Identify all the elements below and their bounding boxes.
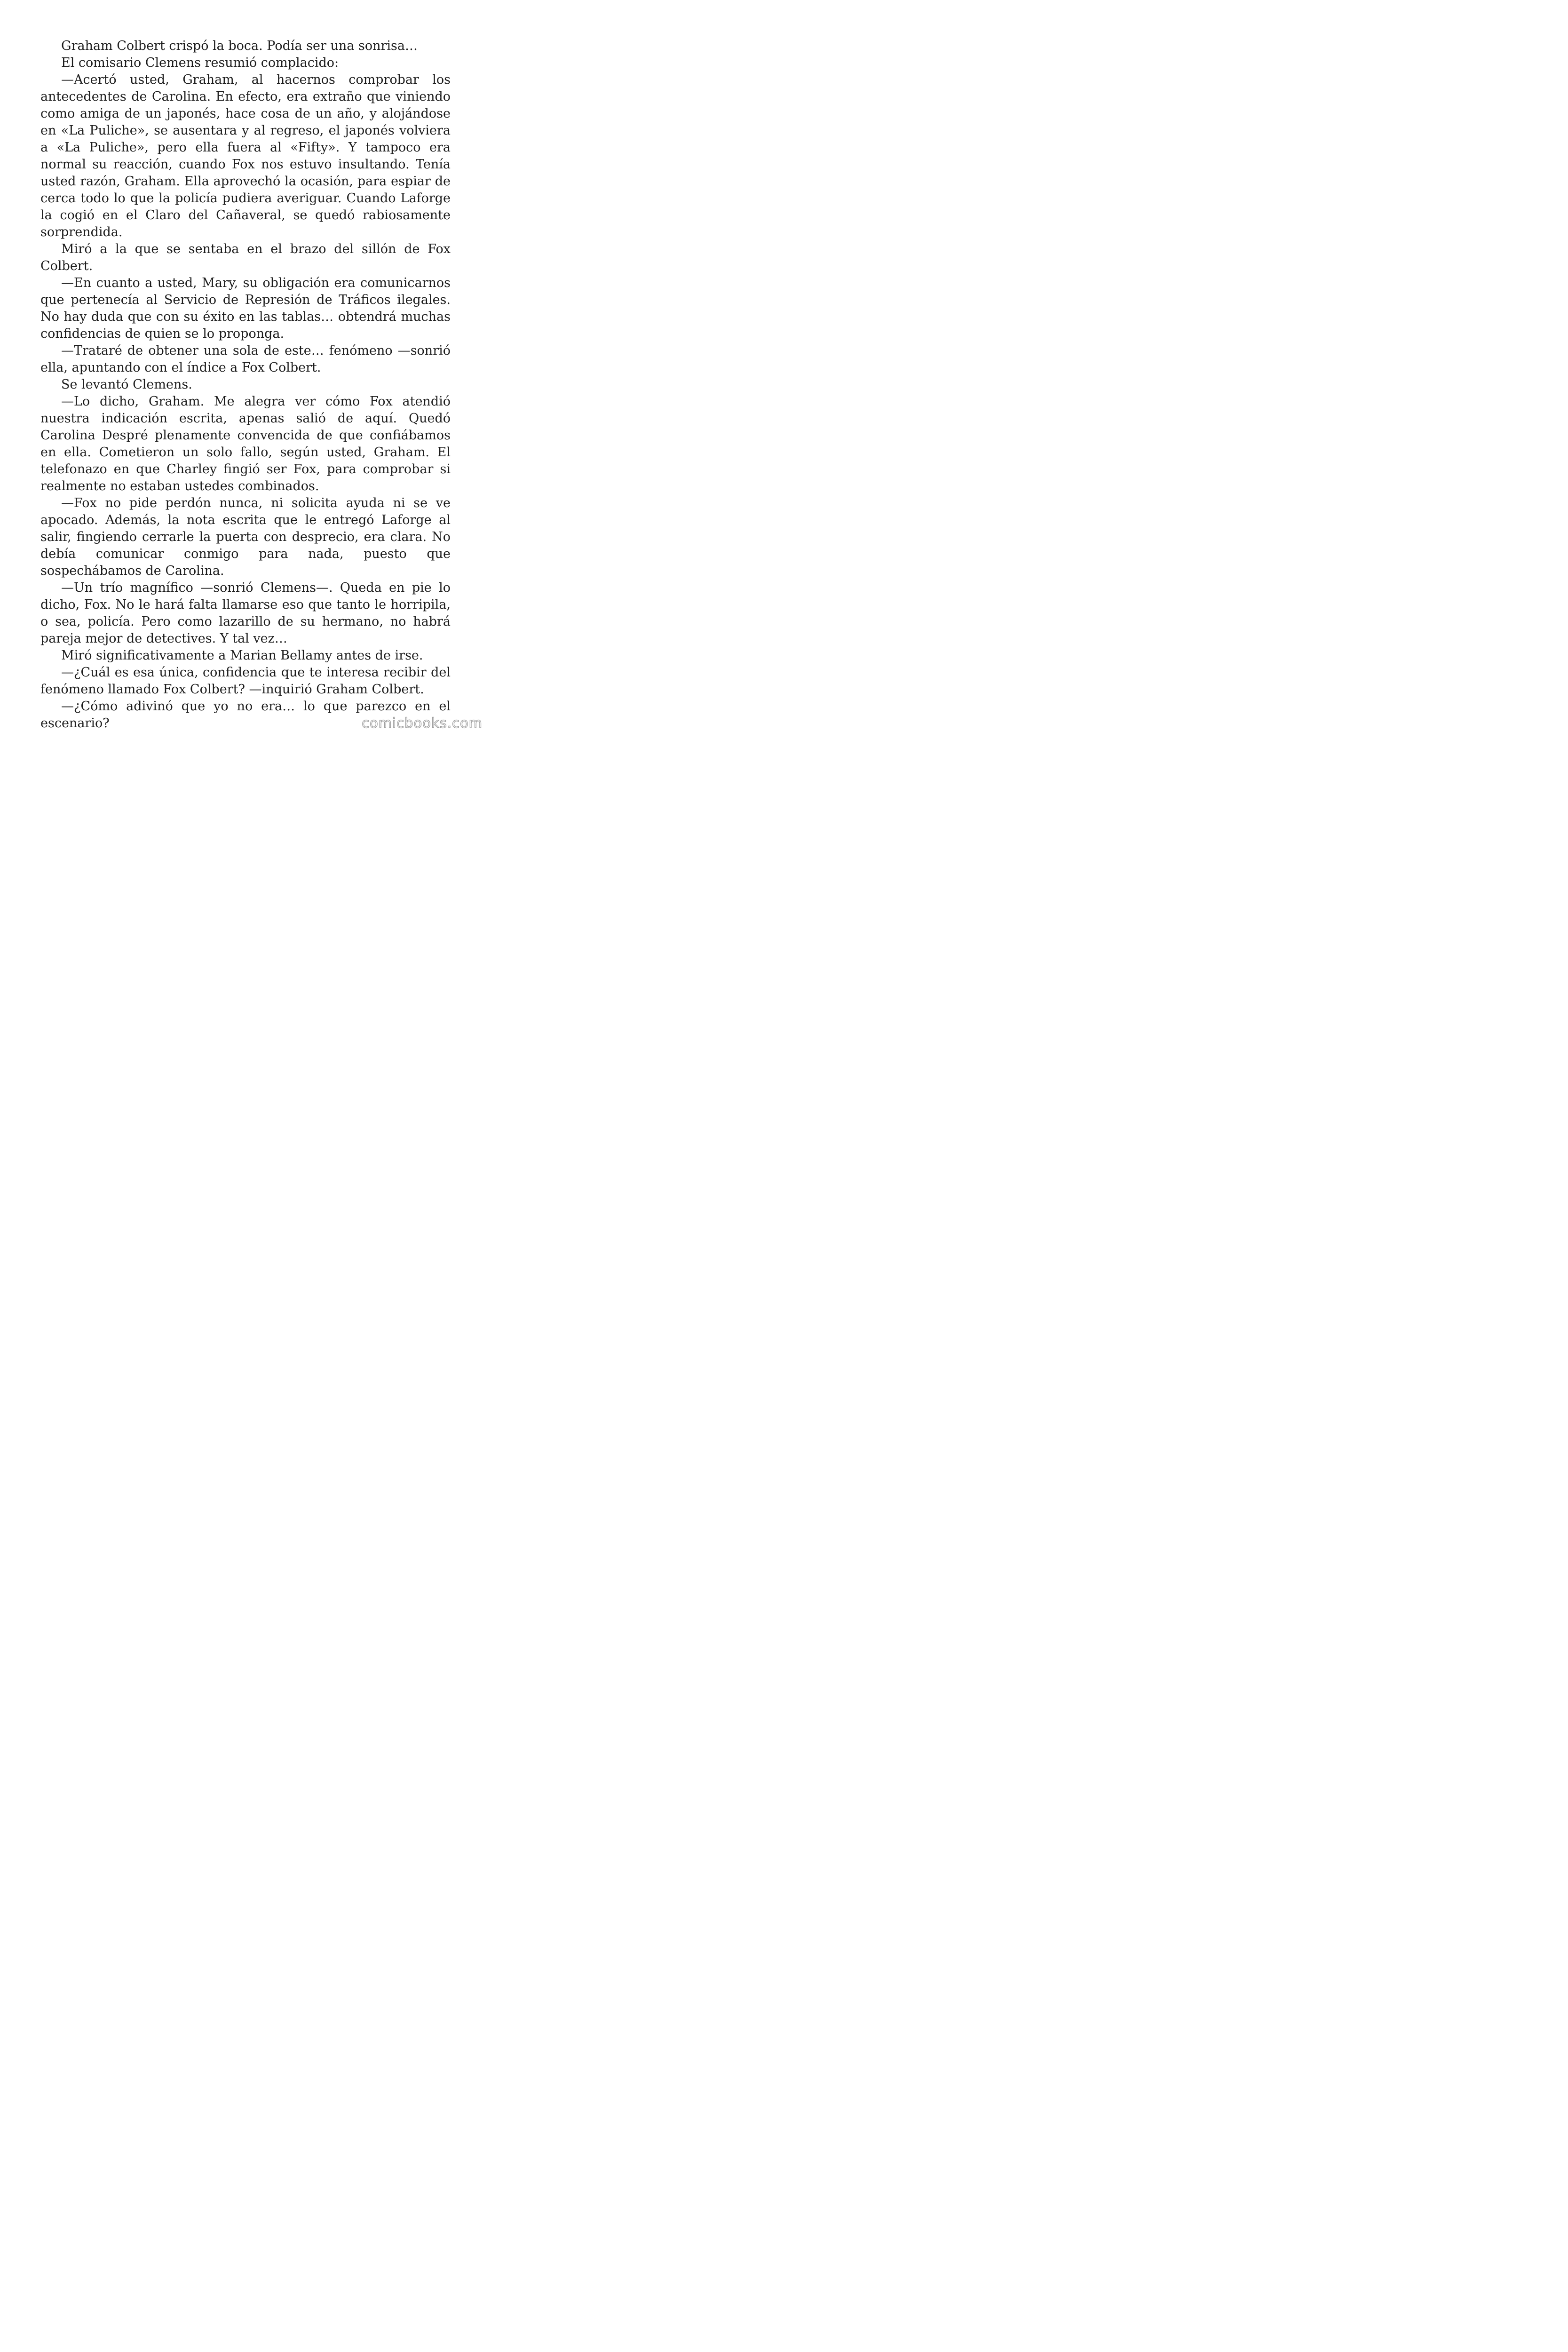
paragraph: —Un trío magnífico —sonrió Clemens—. Queda en pie lo dicho, Fox. No le hará falta llamarse eso que tanto le horripila, o sea, policía. Pero como lazarillo de su hermano, no habrá pareja mejor de detectives. Y tal vez…: [40, 580, 451, 646]
paragraph: —Trataré de obtener una sola de este… fenómeno —sonrió ella, apuntando con el índice a Fox Colbert.: [40, 343, 451, 375]
paragraph: —Fox no pide perdón nunca, ni solicita ayuda ni se ve apocado. Además, la nota escrita que le entregó Laforge al salir, fingiendo cerrarle la puerta con desprecio, era clara. No debía comunicar conmigo para nada, puesto que sospechábamos de Carolina.: [40, 496, 451, 578]
watermark: comicbooks.com: [362, 715, 483, 731]
paragraph: —Lo dicho, Graham. Me alegra ver cómo Fox atendió nuestra indicación escrita, apenas salió de aquí. Quedó Carolina Despré plenamente convencida de que confiábamos en ella. Cometieron un solo fallo, según usted, Graham. El telefonazo en que Charley fingió ser Fox, para comprobar si realmente no estaban ustedes combinados.: [40, 394, 451, 493]
paragraph: —En cuanto a usted, Mary, su obligación era comunicarnos que pertenecía al Servicio de Represión de Tráficos ilegales. No hay duda que con su éxito en las tablas… obtendrá muchas confidencias de quien se lo proponga.: [40, 276, 451, 341]
paragraph: Miró significativamente a Marian Bellamy antes de irse.: [61, 648, 423, 663]
book-page: [0, 0, 492, 738]
paragraph: El comisario Clemens resumió complacido:: [61, 56, 339, 70]
paragraph: —¿Cuál es esa única, confidencia que te interesa recibir del fenómeno llamado Fox Colbert? —inquirió Graham Colbert.: [40, 665, 451, 697]
body-text: [40, 38, 451, 732]
paragraph: —Acertó usted, Graham, al hacernos comprobar los antecedentes de Carolina. En efecto, era extraño que viniendo como amiga de un japonés, hace cosa de un año, y alojándose en «La Puliche», se ausentara y al regreso, el japonés volviera a «La Puliche», pero ella fuera al «Fifty». Y tampoco era normal su reacción, cuando Fox nos estuvo insultando. Tenía usted razón, Graham. Ella aprovechó la ocasión, para espiar de cerca todo lo que la policía pudiera averiguar. Cuando Laforge la cogió en el Claro del Cañaveral, se quedó rabiosamente sorprendida.: [40, 72, 451, 239]
paragraph: Miró a la que se sentaba en el brazo del sillón de Fox Colbert.: [40, 242, 451, 273]
paragraph: —¿Cómo adivinó que yo no era… lo que parezco en el escenario?: [40, 699, 451, 731]
paragraph: Se levantó Clemens.: [61, 377, 192, 392]
paragraph: Graham Colbert crispó la boca. Podía ser una sonrisa…: [61, 39, 418, 53]
